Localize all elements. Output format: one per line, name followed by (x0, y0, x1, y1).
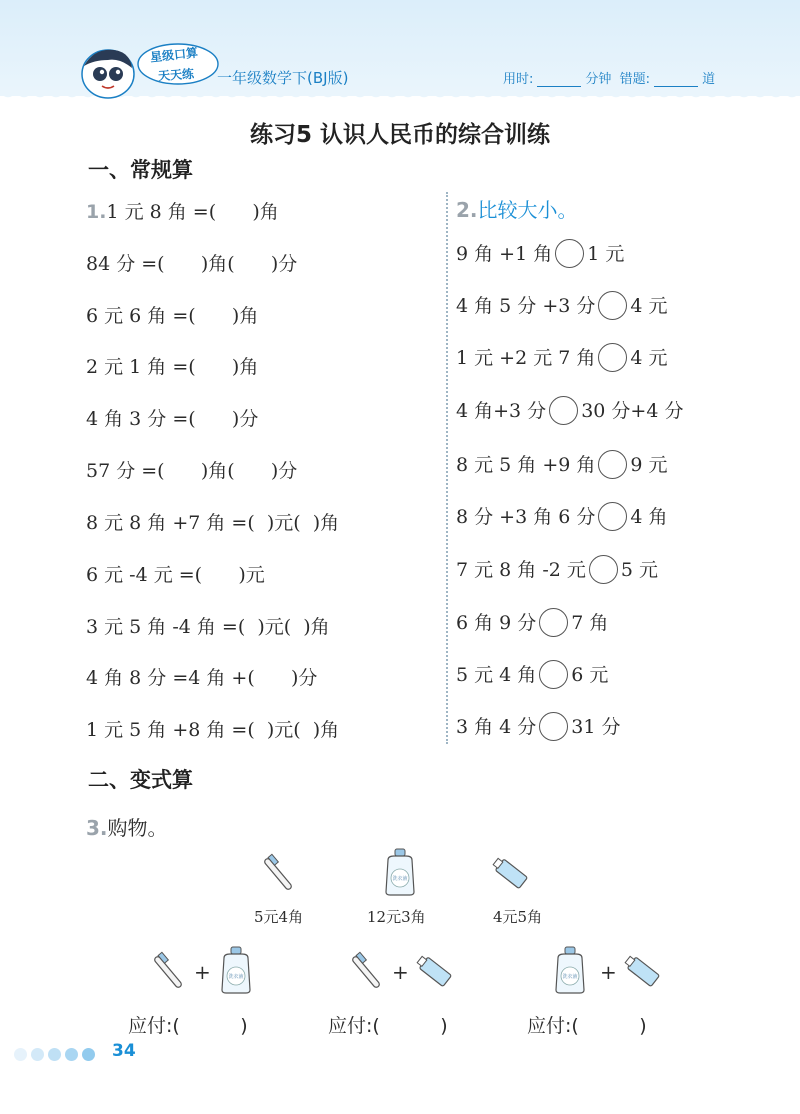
pay-answer-field[interactable]: 应付:( ) (527, 1015, 647, 1037)
answer-circle[interactable] (589, 555, 618, 584)
svg-text:洗衣液: 洗衣液 (562, 974, 578, 980)
q1-row: 4 角 3 分 =( )分 (86, 408, 259, 430)
time-blank (537, 74, 581, 87)
compare-row: 3 角 4 分 31 分 (456, 712, 621, 743)
toothbrush-icon (344, 950, 388, 994)
answer-circle[interactable] (598, 343, 627, 372)
pay-answer-field[interactable]: 应付:( ) (128, 1015, 248, 1037)
answer-circle[interactable] (598, 502, 627, 531)
q2-number: 2. (456, 198, 478, 222)
answer-circle[interactable] (598, 450, 627, 479)
answer-circle[interactable] (539, 660, 568, 689)
q1-row: 3 元 5 角 -4 角 =( )元( )角 (86, 616, 330, 638)
detergent-bottle-icon (552, 946, 588, 994)
svg-text:洗衣液: 洗衣液 (392, 876, 408, 882)
toothpaste-icon (622, 950, 662, 994)
section2-title: 二、变式算 (88, 768, 193, 792)
q1-row: 57 分 =( )角( )分 (86, 460, 298, 482)
q2-title: 2.比较大小。 (456, 198, 578, 222)
compare-row: 1 元 +2 元 7 角 4 元 (456, 343, 668, 374)
compare-row: 8 分 +3 角 6 分 4 角 (456, 502, 668, 533)
answer-circle[interactable] (598, 291, 627, 320)
answer-circle[interactable] (555, 239, 584, 268)
price-detergent: 12元3角 (367, 908, 426, 926)
q1-row: 4 角 8 分 =4 角 +( )分 (86, 667, 318, 689)
q1-row: 1.1 元 8 角 =( )角 (86, 201, 279, 223)
minute-label: 分钟 (585, 72, 612, 87)
brand-title: 星级口算 (149, 45, 199, 65)
compare-row: 5 元 4 角 6 元 (456, 660, 608, 691)
svg-text:洗衣液: 洗衣液 (228, 974, 244, 980)
q1-row: 2 元 1 角 =( )角 (86, 356, 259, 378)
q1-row: 6 元 -4 元 =( )元 (86, 564, 265, 586)
plus-sign: + (194, 960, 211, 984)
q1-row: 8 元 8 角 +7 角 =( )元( )角 (86, 512, 340, 534)
compare-row: 8 元 5 角 +9 角 9 元 (456, 450, 668, 481)
time-error-record (503, 68, 715, 87)
detergent-bottle-icon (382, 848, 418, 896)
q3-title: 3.购物。 (86, 816, 168, 840)
q1-row: 84 分 =( )角( )分 (86, 253, 298, 275)
section1-title: 一、常规算 (88, 158, 193, 182)
footer-dots (14, 1046, 99, 1065)
answer-circle[interactable] (549, 396, 578, 425)
column-divider (446, 192, 448, 744)
toothbrush-icon (256, 852, 300, 896)
compare-row: 6 角 9 分 7 角 (456, 608, 608, 639)
answer-circle[interactable] (539, 608, 568, 637)
answer-circle[interactable] (539, 712, 568, 741)
q3-number: 3. (86, 816, 108, 840)
lesson-title: 练习5 认识人民币的综合训练 (249, 122, 550, 148)
detergent-bottle-icon (218, 946, 254, 994)
book-title: 一年级数学下(BJ版) (217, 69, 349, 87)
error-blank (654, 74, 698, 87)
pay-answer-field[interactable]: 应付:( ) (328, 1015, 448, 1037)
q1-row: 1 元 5 角 +8 角 =( )元( )角 (86, 719, 340, 741)
error-label: 错题: (619, 72, 651, 87)
compare-row: 7 元 8 角 -2 元 5 元 (456, 555, 658, 586)
time-label: 用时: (503, 72, 534, 87)
plus-sign: + (392, 960, 409, 984)
count-label: 道 (702, 72, 716, 87)
toothbrush-icon (146, 950, 190, 994)
q1-row: 6 元 6 角 =( )角 (86, 305, 259, 327)
brand-subtitle: 天天练 (157, 66, 195, 84)
toothpaste-icon (414, 950, 454, 994)
toothpaste-icon (490, 852, 530, 896)
compare-row: 4 角+3 分 30 分+4 分 (456, 396, 683, 427)
q1-number: 1. (86, 201, 107, 223)
compare-row: 4 角 5 分 +3 分 4 元 (456, 291, 668, 322)
page-number: 34 (112, 1041, 136, 1061)
compare-row: 9 角 +1 角 1 元 (456, 239, 624, 270)
plus-sign: + (600, 960, 617, 984)
price-toothbrush: 5元4角 (254, 908, 304, 926)
price-toothpaste: 4元5角 (493, 908, 543, 926)
